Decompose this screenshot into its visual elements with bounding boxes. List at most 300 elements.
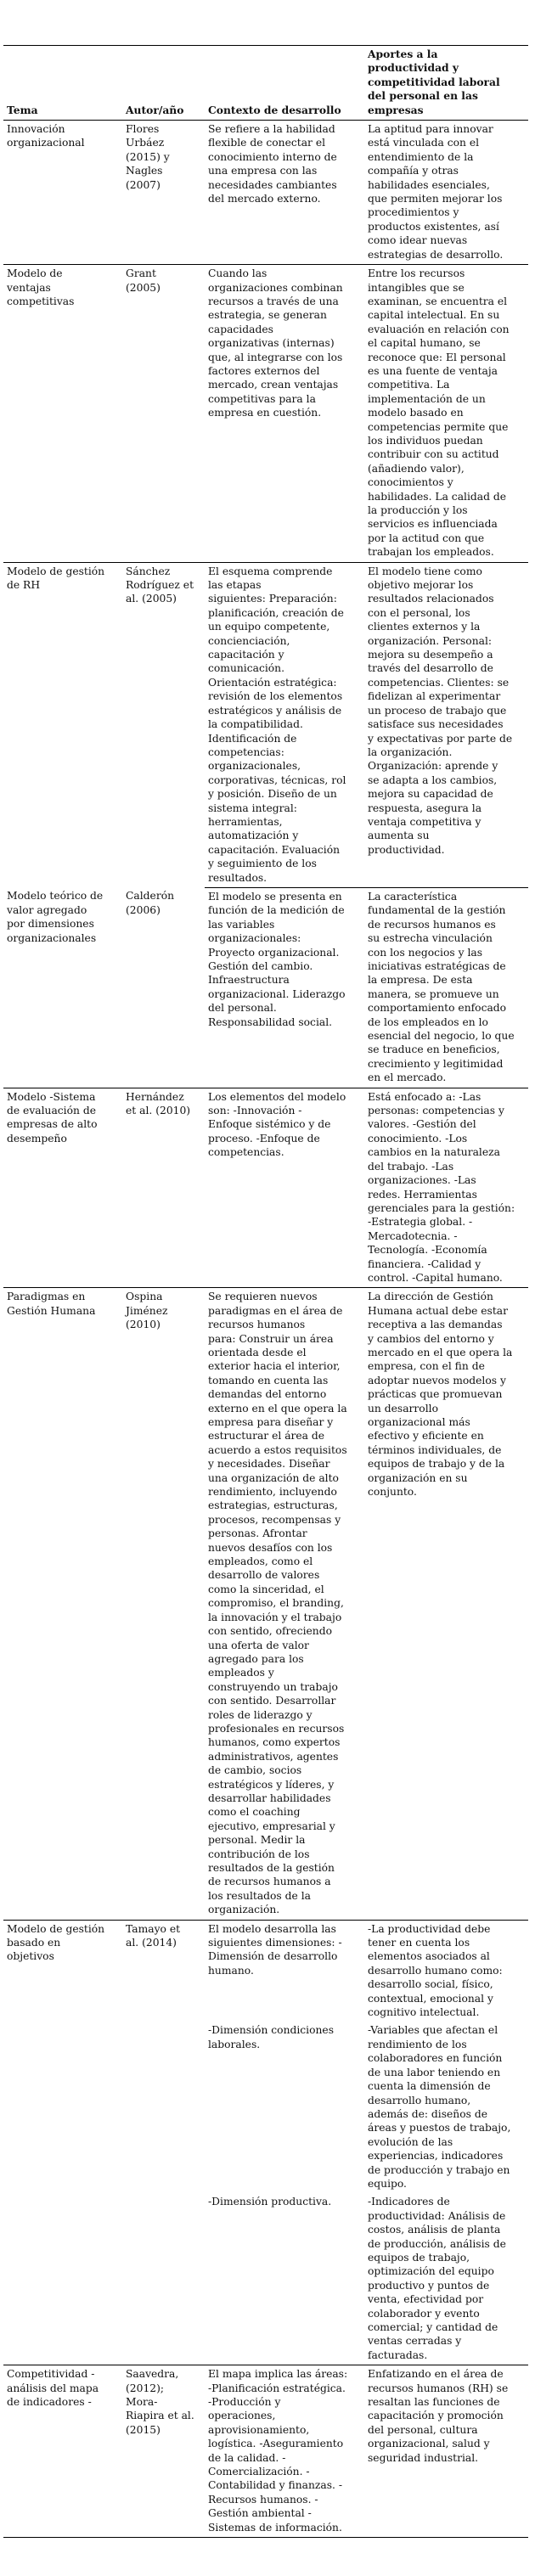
text-line: humano. (208, 1964, 254, 1977)
text-line: Gestión del cambio. (208, 960, 313, 972)
text-line: (2007) (126, 178, 160, 191)
text-line: flexible de conectar el (208, 137, 326, 149)
text-line: desempeño (7, 1132, 67, 1145)
text-line: siguientes dimensiones: - (208, 1937, 342, 1949)
text-line: una oferta de valor (208, 1639, 309, 1651)
text-line: El esquema comprende (208, 565, 333, 577)
text-line: externo en el que opera la (208, 1402, 347, 1415)
text-line: administrativos, agentes (208, 1750, 339, 1763)
table-row (3, 265, 528, 563)
text-line: orientada desde el (208, 1346, 307, 1358)
text-line: Calderón (126, 890, 175, 903)
text-line: capacidades (208, 323, 273, 335)
text-line: empresas (368, 103, 424, 116)
text-line: empleados y (208, 1667, 274, 1679)
text-line: Tema (7, 103, 38, 116)
cell-tema (3, 121, 122, 265)
text-line: del personal. (208, 1002, 277, 1015)
text-line: ejecutivo, empresarial y (208, 1820, 335, 1832)
text-line: Modelo -Sistema (7, 1090, 96, 1103)
text-line: -Planificación estratégica. (208, 2382, 346, 2394)
table-row (3, 2365, 528, 2538)
text-line: comercial; y cantidad de (368, 2321, 498, 2333)
text-line: venta, efectividad por (368, 2293, 484, 2306)
text-line: revisión de los elementos (208, 690, 343, 703)
text-line: herramientas, (208, 815, 283, 828)
text-line: con sentido. Desarrollar (208, 1695, 336, 1707)
text-line: costos, análisis de planta (368, 2224, 501, 2236)
text-line: servicios es influenciada (368, 518, 498, 531)
cell-tema (3, 562, 122, 887)
text-line: se adapta a los cambios, (368, 773, 498, 786)
text-line: El mapa implica las áreas: (208, 2368, 348, 2381)
text-line: objetivo mejorar los (368, 579, 474, 592)
cell-aportes (364, 2022, 528, 2193)
text-line: mejora su capacidad de (368, 788, 493, 801)
text-line: con los negocios y las (368, 946, 483, 959)
text-line: competitiva. La (368, 379, 450, 391)
text-line: gerenciales para la gestión: (368, 1201, 515, 1214)
cell-aportes (364, 2365, 528, 2538)
text-line: y expectativas por parte de (368, 732, 513, 745)
text-line: reconoce que: El personal (368, 351, 506, 363)
text-line: seguridad industrial. (368, 2451, 479, 2464)
text-line: cambios en la naturaleza (368, 1146, 500, 1159)
text-line: competencias. (208, 1146, 284, 1159)
text-line: fidelizan al experimentar (368, 690, 501, 703)
text-line: desarrollo humano como: (368, 1964, 503, 1977)
cell-contexto (205, 2193, 364, 2365)
text-line: equipos de trabajo y de la (368, 1458, 505, 1471)
text-line: resultados de la gestión (208, 1862, 335, 1874)
text-line: contribuir con su actitud (368, 448, 499, 461)
text-line: intangibles que se (368, 281, 465, 294)
text-line: del mercado externo. (208, 193, 321, 205)
text-line: habilidades. La calidad de (368, 490, 507, 503)
text-line: La dirección de Gestión (368, 1291, 493, 1303)
text-line: organizacionales, (208, 760, 301, 773)
text-line: Enfoque sistémico y de (208, 1118, 331, 1131)
cell-contexto (205, 2365, 364, 2538)
text-line: financiera. -Calidad y (368, 1257, 482, 1270)
text-line: áreas y puestos de trabajo, (368, 2122, 511, 2134)
text-line: Nagles (126, 165, 163, 177)
text-line: adoptar nuevos modelos y (368, 1374, 506, 1386)
text-line: roles de liderazgo y (208, 1708, 313, 1721)
text-line: -Producción y (208, 2396, 281, 2409)
cell-autor (122, 1088, 205, 1288)
text-line: para: Construir un área (208, 1332, 334, 1345)
text-line: desarrollo humano, (368, 2094, 471, 2106)
text-line: de indicadores - (7, 2396, 92, 2409)
cell-contexto (205, 1288, 364, 1920)
text-line: competencias: (208, 745, 284, 758)
cell-aportes (364, 1288, 528, 1920)
text-line: El modelo desarrolla las (208, 1922, 336, 1935)
text-line: empresa en cuestión. (208, 407, 322, 419)
text-line: satisface sus necesidades (368, 718, 504, 731)
text-line: desarrollar habilidades (208, 1791, 331, 1804)
text-line: de una labor teniendo en (368, 2066, 501, 2078)
text-line: evaluación en relación con (368, 323, 510, 335)
text-line: través del desarrollo de (368, 662, 493, 675)
text-line: de RH (7, 579, 41, 592)
text-line: implementación de un (368, 392, 486, 405)
text-line: logística. -Aseguramiento (208, 2438, 344, 2450)
text-line: resultados relacionados (368, 593, 494, 605)
text-line: organización. (208, 1904, 280, 1916)
text-line: acuerdo a estos requisitos (208, 1443, 347, 1456)
text-line: tener en cuenta los (368, 1937, 470, 1949)
text-line: además de: diseños de (368, 2107, 487, 2120)
text-line: recursos humanos (RH) se (368, 2382, 509, 2394)
text-line: valor agregado (7, 903, 87, 916)
text-line: automatización y (208, 830, 299, 842)
text-line: receptiva a las demandas (368, 1319, 503, 1331)
text-line: cognitivo intelectual. (368, 2006, 480, 2019)
text-line: respuesta, asegura la (368, 801, 482, 814)
text-line: Humana actual debe estar (368, 1304, 508, 1317)
text-line: función de la medición de (208, 904, 345, 917)
text-line: competencias permite que (368, 420, 509, 433)
text-line: mercado en el que opera la (368, 1346, 513, 1358)
text-line: desarrollo de valores (208, 1569, 320, 1582)
text-line: cuenta la dimensión de (368, 2080, 491, 2093)
text-line: Saavedra, (126, 2368, 179, 2381)
cell-contexto (205, 265, 364, 563)
table-header-row (3, 46, 528, 121)
text-line: Mora- (126, 2396, 158, 2409)
text-line: manera, se promueve un (368, 987, 499, 1000)
text-line: Sánchez (126, 565, 171, 577)
text-line: productivo y puntos de (368, 2279, 490, 2292)
text-line: la organización. (368, 745, 453, 758)
literature-review-table (3, 45, 528, 2538)
text-line: una organización de alto (208, 1471, 339, 1484)
text-line: rendimiento, incluyendo (208, 1486, 337, 1499)
text-line: laborales. (208, 2038, 261, 2050)
cell-aportes (364, 265, 528, 563)
table-row (3, 887, 528, 1088)
text-line: evolución de las (368, 2135, 453, 2148)
text-line: objetivos (7, 1950, 54, 1963)
text-line: et al. (2010) (126, 1105, 191, 1117)
text-line: un proceso de trabajo que (368, 704, 507, 717)
cell-aportes (364, 1088, 528, 1288)
text-line: mercado, crean ventajas (208, 379, 339, 391)
text-line: rendimiento de los (368, 2038, 467, 2050)
text-line: corporativas, técnicas, rol (208, 773, 346, 786)
cell-contexto (205, 1920, 364, 2022)
cell-tema (3, 887, 122, 1088)
header-contexto (205, 46, 364, 121)
cell-autor (122, 1920, 205, 2365)
text-line: aprovisionamiento, (208, 2423, 310, 2436)
text-line: desarrollo social, físico, (368, 1978, 493, 1991)
text-line: y posición. Diseño de un (208, 788, 337, 801)
text-line: mejora su desempeño a (368, 649, 493, 661)
text-line: exterior hacia el interior, (208, 1360, 341, 1373)
text-line: productividad: Análisis de (368, 2209, 506, 2222)
text-line: contribución de los (208, 1848, 310, 1860)
text-line: un equipo competente, (208, 621, 330, 633)
text-line: por la actitud con que (368, 532, 485, 544)
text-line: la empresa. De esta (368, 974, 473, 987)
text-line: Riapira et al. (126, 2410, 194, 2422)
cell-autor (122, 2365, 205, 2538)
text-line: Ospina (126, 1291, 163, 1303)
text-line: Contabilidad y finanzas. - (208, 2479, 342, 2492)
text-line: las etapas (208, 579, 262, 592)
text-line: al. (2014) (126, 1937, 177, 1949)
text-line: empresa para diseñar y (208, 1416, 334, 1428)
text-line: Identificación de (208, 732, 297, 745)
text-line: facturadas. (368, 2348, 428, 2361)
text-line: personas. Afrontar (208, 1527, 307, 1540)
text-line: compañía y otras (368, 165, 459, 177)
cell-contexto (205, 121, 364, 265)
text-line: estratégicos y análisis de (208, 704, 342, 717)
text-line: y seguimiento de los (208, 858, 317, 870)
text-line: demandas del entorno (208, 1388, 327, 1401)
cell-contexto (205, 887, 364, 1088)
text-line: Modelo de gestión (7, 1922, 105, 1935)
text-line: control. -Capital humano. (368, 1271, 503, 1284)
text-line: Tecnología. -Economía (368, 1244, 487, 1257)
text-line: Mercadotecnia. - (368, 1229, 458, 1242)
text-line: estrategias de desarrollo. (368, 248, 504, 261)
text-line: Enfatizando en el área de (368, 2368, 504, 2381)
text-line: competitividad laboral (368, 75, 500, 88)
text-line: competencias. Clientes: se (368, 676, 510, 689)
text-line: Recursos humanos. - (208, 2493, 318, 2506)
text-line: Urbáez (126, 137, 165, 149)
text-line: por dimensiones (7, 918, 94, 931)
text-line: siguientes: Preparación: (208, 593, 337, 605)
text-line: proceso. -Enfoque de (208, 1132, 320, 1145)
text-line: Infraestructura (208, 974, 290, 987)
text-line: (2015) y (126, 150, 170, 163)
text-line: valores. -Gestión del (368, 1118, 476, 1131)
text-line: nuevos desafíos con los (208, 1541, 333, 1554)
text-line: Modelo teórico de (7, 890, 104, 903)
text-line: empresas de alto (7, 1118, 98, 1131)
text-line: es una fuente de ventaja (368, 364, 498, 377)
text-line: está vinculada con el (368, 137, 480, 149)
text-line: Aportes a la (368, 48, 438, 60)
text-line: recursos humanos (208, 1319, 306, 1331)
text-line: empresa, con el fin de (368, 1360, 485, 1373)
cell-tema (3, 1288, 122, 1920)
text-line: organizativas (internas) (208, 337, 335, 350)
text-line: Grant (126, 267, 156, 280)
text-line: (2010) (126, 1319, 160, 1331)
text-line: Los elementos del modelo (208, 1090, 346, 1103)
table-row (3, 1088, 528, 1288)
text-line: elementos asociados al (368, 1950, 490, 1963)
text-line: se traduce en beneficios, (368, 1043, 500, 1056)
text-line: modelo basado en (368, 407, 464, 419)
text-line: colaborador y evento (368, 2307, 480, 2320)
text-line: planificación, creación de (208, 606, 344, 619)
text-line: capacitación. Evaluación (208, 843, 341, 856)
text-line: (añadiendo valor), (368, 462, 465, 475)
text-line: y necesidades. Diseñar (208, 1458, 330, 1471)
text-line: competitivas (7, 295, 75, 307)
text-line: de cambio, socios (208, 1764, 302, 1777)
text-line: construyendo un trabajo (208, 1680, 338, 1693)
text-line: esencial del negocio, lo que (368, 1030, 515, 1043)
text-line: Organización: aprende y (368, 760, 498, 773)
text-line: habilidades esenciales, (368, 178, 490, 191)
cell-autor (122, 265, 205, 563)
text-line: Se refiere a la habilidad (208, 123, 335, 136)
text-line: -Dimensión productiva. (208, 2196, 332, 2208)
text-line: redes. Herramientas (368, 1188, 477, 1201)
text-line: la innovación y el trabajo (208, 1611, 342, 1623)
text-line: -Variables que afectan el (368, 2024, 498, 2037)
text-line: conjunto. (368, 1486, 417, 1499)
text-line: comportamiento enfocado (368, 1002, 507, 1015)
text-line: capacitación y (208, 649, 284, 661)
text-line: aumenta su (368, 830, 430, 842)
text-line: Orientación estratégica: (208, 676, 337, 689)
text-line: Rodríguez et (126, 579, 194, 592)
cell-contexto (205, 1088, 364, 1288)
text-line: optimización del equipo (368, 2265, 494, 2278)
text-line: como el coaching (208, 1806, 301, 1819)
text-line: su estrecha vinculación (368, 932, 493, 945)
text-line: contextual, emocional y (368, 1992, 493, 2005)
text-line: -Estrategia global. - (368, 1216, 473, 1229)
text-line: estratégicos y líderes, y (208, 1778, 335, 1791)
text-line: El modelo tiene como (368, 565, 482, 577)
text-line: Contexto de desarrollo (208, 103, 341, 116)
text-line: organizaciones. -Las (368, 1174, 476, 1187)
text-line: competitivas para la (208, 392, 316, 405)
text-line: al. (2005) (126, 593, 177, 605)
text-line: Entre los recursos (368, 267, 465, 280)
text-line: de producción y trabajo en (368, 2163, 510, 2176)
header-aportes (364, 46, 528, 121)
text-line: de producción, análisis de (368, 2237, 506, 2250)
cell-autor (122, 562, 205, 887)
text-line: Innovación (7, 123, 65, 136)
text-line: resaltan las funciones de (368, 2396, 500, 2409)
cell-aportes (364, 1920, 528, 2022)
text-line: resultados. (208, 871, 268, 884)
cell-contexto (205, 562, 364, 887)
text-line: basado en (7, 1937, 61, 1949)
text-line: como la sinceridad, el (208, 1583, 324, 1595)
text-line: productividad. (368, 843, 445, 856)
text-line: de recursos humanos a (208, 1876, 331, 1888)
text-line: trabajan los empleados. (368, 546, 494, 559)
text-line: clientes externos y la (368, 621, 481, 633)
text-line: La característica (368, 890, 458, 903)
text-line: necesidades cambiantes (208, 178, 337, 191)
text-line: de los empleados en lo (368, 1015, 488, 1028)
cell-aportes (364, 121, 528, 265)
text-line: Sistemas de información. (208, 2521, 342, 2534)
text-line: La aptitud para innovar (368, 123, 493, 136)
cell-tema (3, 265, 122, 563)
text-line: el capital humano, se (368, 337, 481, 350)
text-line: organizacional. Liderazgo (208, 987, 346, 1000)
text-line: Modelo de (7, 267, 63, 280)
text-line: Dimensión de desarrollo (208, 1950, 338, 1963)
text-line: examinan, se encuentra el (368, 295, 508, 307)
cell-autor (122, 887, 205, 1088)
text-line: organización en su (368, 1471, 468, 1484)
text-line: conocimiento interno de (208, 150, 337, 163)
text-line: conocimientos y (368, 476, 453, 489)
cell-aportes (364, 2193, 528, 2365)
text-line: compromiso, el branding, (208, 1597, 344, 1610)
text-line: del personal, cultura (368, 2423, 478, 2436)
text-line: la producción y los (368, 504, 468, 516)
text-line: Flores (126, 123, 160, 136)
text-line: son: -Innovación - (208, 1105, 302, 1117)
table-row (3, 1920, 528, 2022)
text-line: organizacional (7, 137, 85, 149)
text-line: una empresa con las (208, 165, 318, 177)
text-line: estrategia, se generan (208, 309, 327, 322)
text-line: recursos a través de una (208, 295, 339, 307)
cell-aportes (364, 562, 528, 887)
text-line: Proyecto organizacional. (208, 946, 340, 959)
text-line: con sentido, ofreciendo (208, 1625, 332, 1638)
text-line: Responsabilidad social. (208, 1015, 333, 1028)
text-line: de la calidad. - (208, 2451, 286, 2464)
text-line: organizaciones combinan (208, 281, 343, 294)
text-line: procesos, recompensas y (208, 1513, 341, 1526)
text-line: -Indicadores de (368, 2196, 450, 2208)
text-line: iniciativas estratégicas de (368, 960, 506, 972)
text-line: factores externos del (208, 364, 320, 377)
text-line: organizacional, salud y (368, 2438, 490, 2450)
text-line: concienciación, (208, 634, 290, 647)
text-line: Competitividad - (7, 2368, 95, 2381)
text-line: Se requieren nuevos (208, 1291, 318, 1303)
table-row (3, 121, 528, 265)
text-line: que, al integrarse con los (208, 351, 343, 363)
text-line: Jiménez (126, 1304, 168, 1317)
text-line: sistema integral: (208, 801, 297, 814)
text-line: (2015) (126, 2423, 160, 2436)
cell-tema (3, 1920, 122, 2365)
text-line: Modelo de gestión (7, 565, 105, 577)
text-line: los individuos puedan (368, 434, 483, 447)
text-line: estrategias, estructuras, (208, 1499, 338, 1512)
text-line: agregado para los (208, 1652, 304, 1665)
text-line: y cambios del entorno y (368, 1332, 494, 1345)
text-line: Está enfocado a: -Las (368, 1090, 482, 1103)
text-line: (2005) (126, 281, 160, 294)
cell-contexto (205, 2022, 364, 2193)
text-line: un desarrollo (368, 1402, 438, 1415)
text-line: productividad y (368, 61, 459, 75)
text-line: términos individuales, de (368, 1443, 502, 1456)
text-line: organizacional más (368, 1416, 470, 1428)
text-line: Paradigmas en (7, 1291, 86, 1303)
text-line: Autor/año (126, 103, 184, 116)
text-line: tomando en cuenta las (208, 1374, 329, 1386)
text-line: El modelo se presenta en (208, 890, 342, 903)
text-line: ventas cerradas y (368, 2335, 462, 2348)
text-line: procedimientos y (368, 206, 459, 219)
text-line: que permiten mejorar los (368, 193, 503, 205)
